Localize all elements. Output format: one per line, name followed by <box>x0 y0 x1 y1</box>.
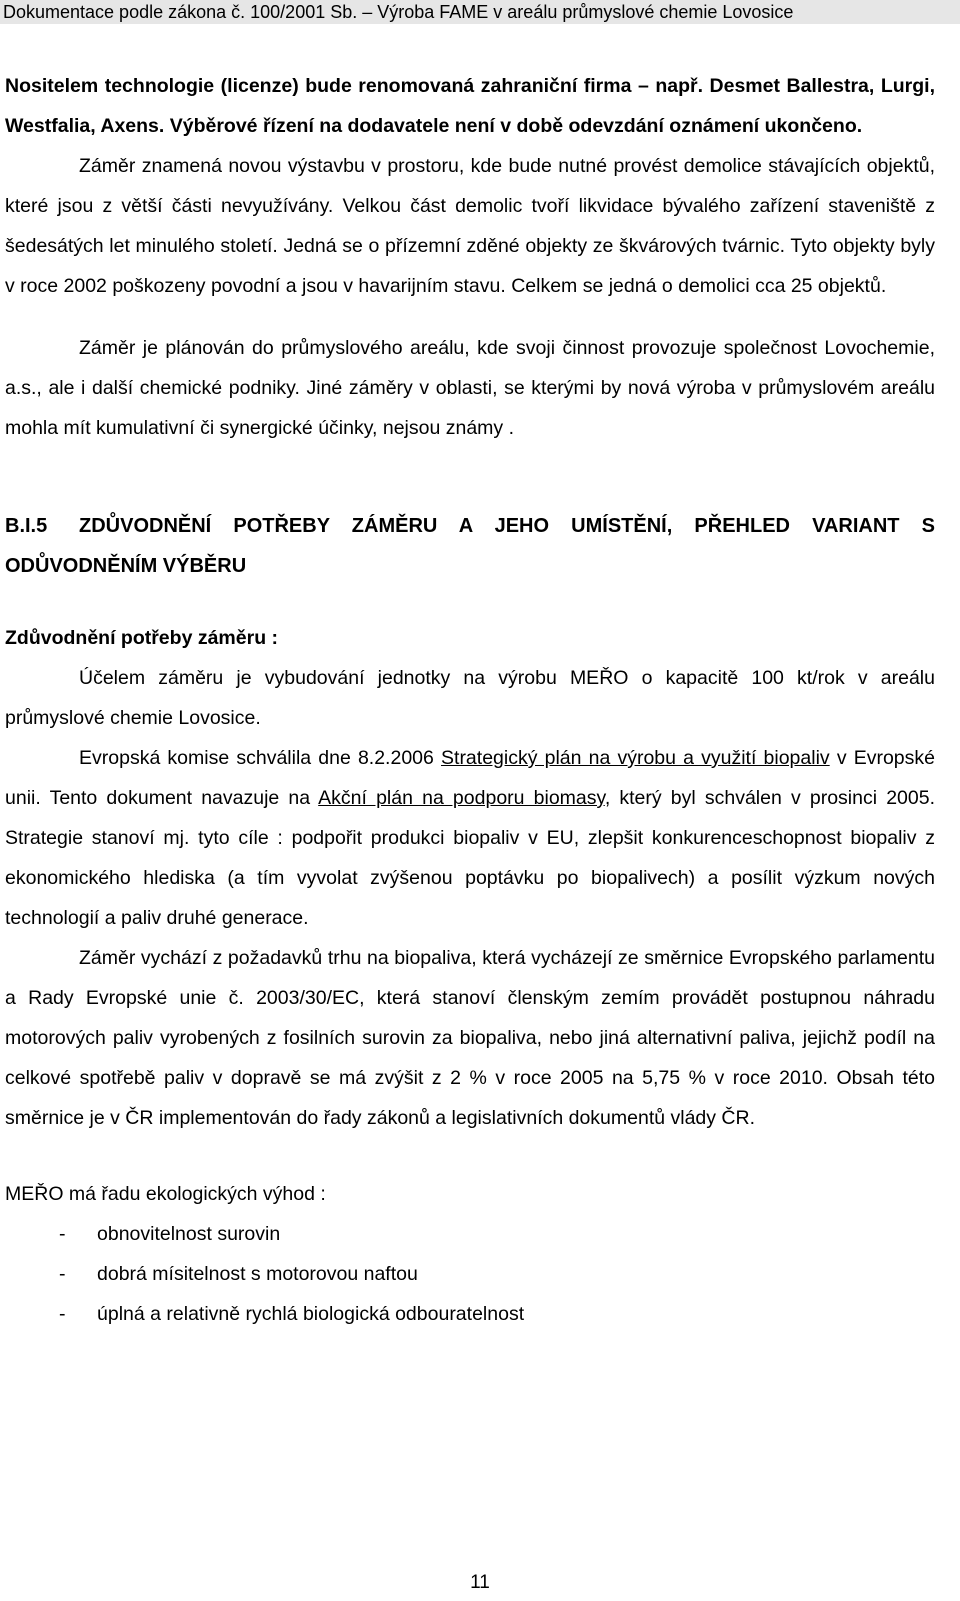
list-item: - obnovitelnost surovin <box>5 1214 935 1254</box>
licence-paragraph: Nositelem technologie (licenze) bude renomovaná zahraniční firma – např. Desmet Ballestra, Lurgi, Westfalia, Axens. Výběrové řízení na dodavatele není v době odevzdání oznámení ukončeno. <box>5 75 935 137</box>
dash-bullet: - <box>59 1223 66 1245</box>
eu-text-3: , který byl schválen v prosinci 2005. Strategie stanoví mj. tyto cíle : podpořit produkci biopaliv v EU, zlepšit konkurenceschopnost biopaliv z ekonomického hlediska (a tím vyvolat zvýšenou poptávku po biopalivech) a posílit výzkum nových technologií a paliv druhé generace. <box>5 787 935 929</box>
list-item: - úplná a relativně rychlá biologická odbouratelnost <box>5 1294 935 1334</box>
eu-strategy-paragraph <box>5 738 935 938</box>
document-header: Dokumentace podle zákona č. 100/2001 Sb. – Výroba FAME v areálu průmyslové chemie Lovosice <box>0 0 960 24</box>
biomass-plan-link[interactable]: Akční plán na podporu biomasy <box>318 787 605 809</box>
eu-text-1: Evropská komise schválila dne 8.2.2006 <box>79 747 442 769</box>
dash-bullet: - <box>59 1263 66 1285</box>
page-content <box>5 66 935 1334</box>
directive-paragraph: Záměr vychází z požadavků trhu na biopaliva, která vycházejí ze směrnice Evropského parlamentu a Rady Evropské unie č. 2003/30/EC, která stanoví členským zemím provádět postupnou náhradu motorových paliv vyrobených z fosilních surovin za biopaliva, nebo jiná alternativní paliva, jejichž podíl na celkové spotřebě paliv v dopravě se má zvýšit z 2 % v roce 2005 na 5,75 % v roce 2010. Obsah této směrnice je v ČR implementován do řady zákonů a legislativních dokumentů vlády ČR. <box>5 947 935 1129</box>
strategy-plan-link[interactable]: Strategický plán na výrobu a využití biopaliv <box>441 747 830 769</box>
advantages-intro: MEŘO má řadu ekologických výhod : <box>5 1183 326 1205</box>
location-paragraph: Záměr je plánován do průmyslového areálu, kde svoji činnost provozuje společnost Lovochemie, a.s., ale i další chemické podniky. Jiné záměry v oblasti, se kterými by nová výroba v průmyslovém areálu mohla mít kumulativní či synergické účinky, nejsou známy . <box>5 337 935 439</box>
advantages-list <box>5 1214 935 1334</box>
page-number: 11 <box>470 1572 490 1593</box>
section-title: ZDŮVODNĚNÍ POTŘEBY ZÁMĚRU A JEHO UMÍSTĚNÍ, PŘEHLED VARIANT S ODŮVODNĚNÍM VÝBĚRU <box>5 515 935 577</box>
dash-bullet: - <box>59 1303 66 1325</box>
subheading: Zdůvodnění potřeby záměru : <box>5 627 279 649</box>
purpose-paragraph: Účelem záměru je vybudování jednotky na výrobu MEŘO o kapacitě 100 kt/rok v areálu průmyslové chemie Lovosice. <box>5 667 935 729</box>
demolition-paragraph: Záměr znamená novou výstavbu v prostoru, kde bude nutné provést demolice stávajících objektů, které jsou z větší části nevyužívány. Velkou část demolic tvoří likvidace bývalého zařízení staveniště z šedesátých let minulého století. Jedná se o přízemní zděné objekty ze škvárových tvárnic. Tyto objekty byly v roce 2002 poškozeny povodní a jsou v havarijním stavu. Celkem se jedná o demolici cca 25 objektů. <box>5 155 935 297</box>
section-number: B.I.5 <box>5 515 48 537</box>
eu-text-2: v Evropské unii. Tento dokument navazuje na <box>5 747 935 809</box>
section-heading <box>5 506 935 586</box>
list-item: - dobrá mísitelnost s motorovou naftou <box>5 1254 935 1294</box>
